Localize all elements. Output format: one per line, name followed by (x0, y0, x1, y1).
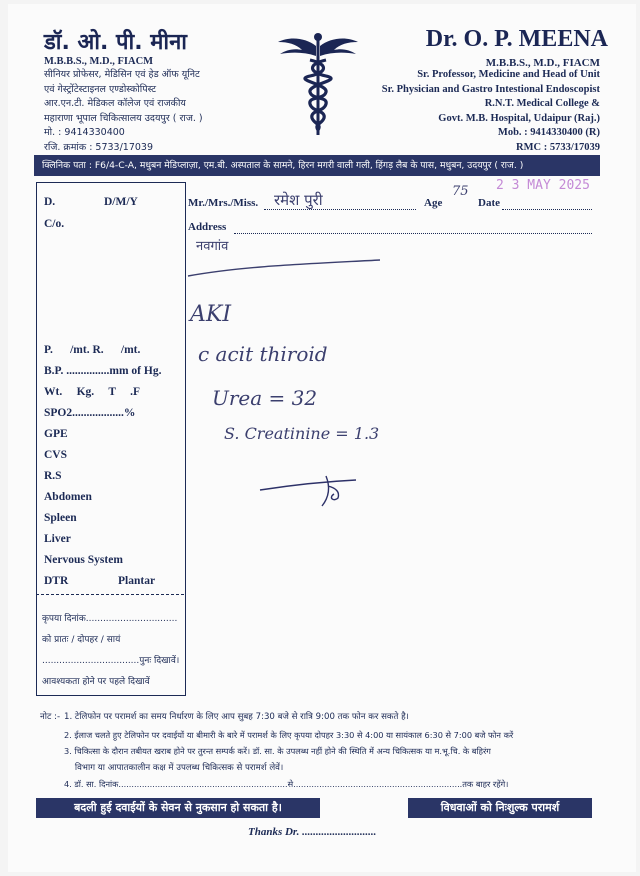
exam-spleen: Spleen (44, 512, 77, 524)
patient-name-label: Mr./Mrs./Miss. (188, 197, 259, 209)
doctor-signature (256, 468, 366, 512)
note-2: 2. ईलाज चलते हुए टेलिफोन पर दवाईयों या बीमारी के बारे में परामर्श के लिए कृपया दोपहर 3:30 से 4:00 या सायंकाल 6:30 से 7:00 बजे फोन करें (64, 730, 514, 740)
english-address-block: Sr. Professor, Medicine and Head of Unit Sr. Physician and Gastro Intestional Endoscopist R.N.T. Medical College & Govt. M.B. Hospital, Udaipur (Raj.) Mob. : 9414330400 (R) RMC : 5733/17039 (381, 69, 600, 153)
exam-rs: R.S (44, 470, 62, 482)
address-value: नवगांव (196, 239, 229, 254)
age-label: Age (424, 197, 443, 209)
free-consult-banner: विधवाओं को निःशुल्क परामर्श (408, 798, 592, 818)
dmy-label: D/M/Y (104, 196, 138, 208)
degrees-left: M.B.B.S., M.D., FIACM (44, 56, 154, 67)
co-label: C/o. (44, 218, 65, 230)
followup-date: कृपया दिनांक................................ (42, 614, 178, 624)
weight-temp-field: Wt. Kg. T .F (44, 386, 141, 398)
address-line (234, 233, 592, 234)
handwritten-stroke (184, 256, 384, 282)
exam-nervous-system: Nervous System (44, 554, 123, 566)
left-panel-divider (36, 594, 184, 595)
exam-liver: Liver (44, 533, 71, 545)
date-line (502, 209, 592, 210)
rx-line-2: c acit thiroid (198, 342, 328, 366)
followup-early: आवश्यकता होने पर पहले दिखावें (42, 677, 150, 687)
followup-time: को प्रातः / दोपहर / सायं (42, 635, 121, 645)
date-stamp: 2 3 MAY 2025 (496, 178, 590, 193)
rx-diagnosis: AKI (190, 302, 232, 327)
exam-dtr: DTR (44, 575, 69, 587)
degrees-right: M.B.B.S., M.D., FIACM (485, 57, 600, 69)
note-3: 3. चिकित्सा के दौरान तबीयत खराब होने पर तुरन्त सम्पर्क करें। डॉ. सा. के उपलब्ध नहीं होने की स्थिति में अन्य चिकित्सक या म.भू.चि. के बहिरंग (64, 746, 491, 756)
doctor-name-hindi: डॉ. ओ. पी. मीना (44, 30, 187, 55)
patient-name-value: रमेश पुरी (274, 191, 323, 209)
clinic-address-bar: क्लिनिक पता : F6/4-C-A, मधुबन मेडिप्लाज़ा, एम.बी. अस्पताल के सामने, हिरन मगरी वाली गली, हिंगड़ लैब के पास, मधुबन, उदयपुर ( राज. ) (34, 155, 600, 176)
followup-revisit: ..................................पुनः दिखावें। (42, 656, 180, 666)
thanks-line: Thanks Dr. ........................... (248, 826, 377, 838)
age-value: 75 (452, 184, 469, 199)
note-prefix: नोट :- (40, 712, 61, 722)
address-label: Address (188, 221, 227, 233)
caduceus-icon (276, 30, 360, 138)
hindi-address-block: सीनियर प्रोफेसर, मेडिसिन एवं हेड ऑफ यूनिट एवं गेस्ट्रोंटेस्टाइनल एण्डोस्कोपिस्ट आर.एन.टी. मेडिकल कॉलेज एवं राजकीय महाराणा भूपाल चिकित्सालय उदयपुर ( राज. ) मो. : 9414330400 रजि. क्रमांक : 5733/17039 (44, 69, 203, 153)
exam-gpe: GPE (44, 428, 68, 440)
exam-abdomen: Abdomen (44, 491, 92, 503)
rx-creatinine: S. Creatinine = 1.3 (224, 424, 380, 443)
note-4: 4. डॉ. सा. दिनांक.................................................................से.................................................................तक बाहर रहेंगे। (64, 779, 509, 789)
exam-cvs: CVS (44, 449, 68, 461)
prescription-page (8, 4, 636, 872)
bp-field: B.P. ...............mm of Hg. (44, 365, 162, 377)
exam-plantar: Plantar (118, 575, 156, 587)
note-1: 1. टेलिफोन पर परामर्श का समय निर्धारण के लिए आप सुबह 7:30 बजे से रात्रि 9:00 तक फोन कर सकते है। (64, 712, 409, 722)
pulse-resp-field: P. /mt. R. /mt. (44, 344, 141, 356)
rx-urea: Urea = 32 (212, 386, 318, 410)
spo2-field: SPO2..................% (44, 407, 136, 419)
doctor-name-english: Dr. O. P. MEENA (425, 26, 608, 52)
note-3-cont: विभाग या आपातकालीन कक्ष में उपलब्ध चिकित्सक से परामर्श लेवें। (64, 763, 284, 773)
d-label: D. (44, 196, 56, 208)
warning-banner: बदली हुई दवाईयों के सेवन से नुकसान हो सकता है। (36, 798, 320, 818)
date-label: Date (478, 197, 500, 209)
